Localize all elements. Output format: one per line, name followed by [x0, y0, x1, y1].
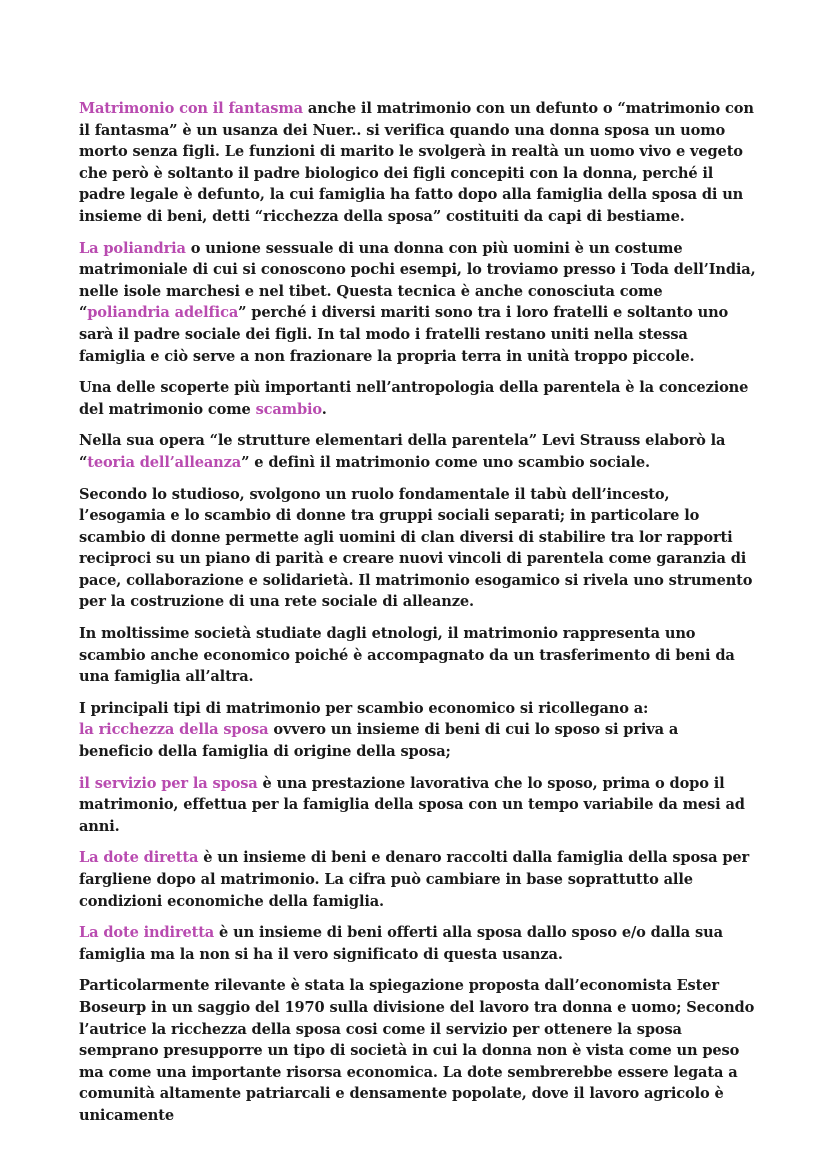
- body-text: Nella sua opera “le strutture elementari della parentela” Levi Strauss elaborò la “: [79, 432, 726, 471]
- paragraph-tipi-intro: [79, 698, 757, 720]
- body-text: Particolarmente rilevante è stata la spiegazione proposta dall’economista Ester Boseurp in un saggio del 1970 sulla divisione del lavoro tra donna e uomo; Secondo l’autrice la ricchezza della sposa cosi come il servizio per ottenere la sposa semprano presupporre un tipo di società in cui la donna non è vista come un peso ma come una importante risorsa economica. La dote sembrerebbe essere legata a comunità altamente patriarcali e densamente popolate, dove il lavoro agricolo è unicamente: [79, 977, 755, 1124]
- highlighted-term: teoria dell’alleanza: [87, 453, 242, 471]
- body-text: Una delle scoperte più importanti nell’antropologia della parentela è la concezione del matrimonio come: [79, 379, 749, 418]
- paragraph-scambio: [79, 377, 757, 420]
- highlighted-term: scambio: [255, 400, 322, 418]
- body-text: è un insieme di beni offerti alla sposa dallo sposo e/o dalla sua famiglia ma la non si ha il vero significato di questa usanza.: [79, 924, 723, 963]
- document-body: [79, 98, 757, 1137]
- highlighted-term: il servizio per la sposa: [79, 774, 258, 792]
- paragraph-servizio-sposa: [79, 773, 757, 838]
- highlighted-term: La poliandria: [79, 239, 186, 257]
- paragraph-etnologi: [79, 623, 757, 688]
- paragraph-levi-strauss: [79, 430, 757, 473]
- highlighted-term: La dote diretta: [79, 849, 199, 867]
- paragraph-studioso: [79, 484, 757, 614]
- body-text: I principali tipi di matrimonio per scambio economico si ricollegano a:: [79, 699, 649, 717]
- highlighted-term: poliandria adelfica: [87, 304, 239, 322]
- body-text: ovvero un insieme di beni di cui lo sposo si priva a beneficio della famiglia di origine della sposa;: [79, 721, 679, 761]
- body-text: ” e definì il matrimonio come uno scambio sociale.: [241, 453, 650, 471]
- body-text: ” perché i diversi mariti sono tra i loro fratelli e soltanto uno sarà il padre sociale dei figli. In tal modo i fratelli restano uniti nella stessa famiglia e ciò serve a non frazionare la propria terra in unità troppo piccole.: [79, 304, 729, 365]
- paragraph-dote-indiretta: [79, 922, 757, 965]
- paragraph-boseurp: [79, 975, 757, 1126]
- body-text: anche il matrimonio con un defunto o “matrimonio con il fantasma” è un usanza dei Nuer.. si verifica quando una donna sposa un uomo morto senza figli. Le funzioni di marito le svolgerà in realtà un uomo vivo e vegeto che però è soltanto il padre biologico dei figli concepiti con la donna, perché il padre legale è defunto, la cui famiglia ha fatto dopo alla famiglia della sposa di un insieme di beni, detti “ricchezza della sposa” costituiti da capi di bestiame.: [79, 100, 754, 225]
- highlighted-term: la ricchezza della sposa: [79, 721, 269, 739]
- paragraph-poliandria: [79, 238, 757, 368]
- body-text: è un insieme di beni e denaro raccolti dalla famiglia della sposa per fargliene dopo al matrimonio. La cifra può cambiare in base soprattutto alle condizioni economiche della famiglia.: [79, 849, 750, 910]
- body-text: In moltissime società studiate dagli etnologi, il matrimonio rappresenta uno scambio anche economico poiché è accompagnato da un trasferimento di beni da una famiglia all’altra.: [79, 625, 735, 686]
- body-text: o unione sessuale di una donna con più uomini è un costume matrimoniale di cui si conoscono pochi esempi, lo troviamo presso i Toda dell’India, nelle isole marchesi e nel tibet. Questa tecnica è anche conosciuta come “: [79, 239, 756, 322]
- paragraph-ricchezza-sposa: [79, 719, 757, 762]
- body-text: .: [321, 400, 327, 418]
- body-text: Secondo lo studioso, svolgono un ruolo fondamentale il tabù dell’incesto, l’esogamia e lo scambio di donne tra gruppi sociali separati; in particolare lo scambio di donne permette agli uomini di clan diversi di stabilire tra lor rapporti reciproci su un piano di parità e creare nuovi vincoli di parentela come garanzia di pace, collaborazione e solidarietà. Il matrimonio esogamico si rivela uno strumento per la costruzione di una rete sociale di alleanze.: [79, 485, 753, 611]
- highlighted-term: Matrimonio con il fantasma: [79, 100, 303, 117]
- body-text: è una prestazione lavorativa che lo sposo, prima o dopo il matrimonio, effettua per la famiglia della sposa con un tempo variabile da mesi ad anni.: [79, 774, 745, 835]
- paragraph-dote-diretta: [79, 847, 757, 912]
- paragraph-matrimonio-fantasma: [79, 98, 757, 228]
- highlighted-term: La dote indiretta: [79, 924, 215, 942]
